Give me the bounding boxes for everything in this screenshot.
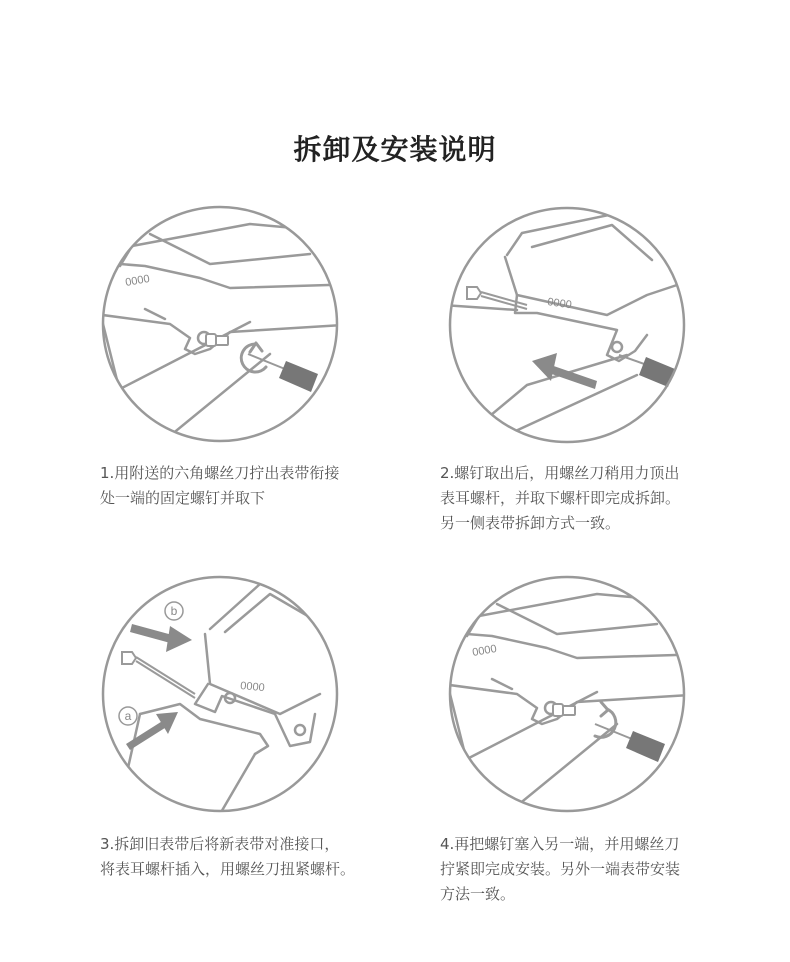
svg-text:a: a	[124, 709, 132, 723]
svg-text:0000: 0000	[124, 272, 151, 289]
step-4-line-3: 方法一致。	[440, 885, 516, 903]
marker-a-badge	[119, 707, 137, 725]
step-3-description	[100, 832, 355, 882]
step-4-line-1: 4.再把螺钉塞入另一端，并用螺丝刀	[440, 835, 680, 853]
page-title: 拆卸及安装说明	[293, 133, 497, 166]
marker-b-badge	[165, 602, 183, 620]
screw-icon	[206, 334, 228, 346]
step-4-illustration	[447, 574, 687, 814]
svg-text:0000: 0000	[471, 642, 498, 659]
step-1-description	[100, 461, 339, 511]
step-2-description	[440, 461, 680, 536]
step-3-line-1: 3.拆卸旧表带后将新表带对准接口，	[100, 835, 340, 853]
screw-icon	[553, 704, 575, 716]
step-4-line-2: 拧紧即完成安装。另外一端表带安装	[440, 860, 681, 878]
step-2-label	[547, 296, 573, 311]
step-2-line-1: 2.螺钉取出后，用螺丝刀稍用力顶出	[440, 464, 680, 482]
svg-text:0000: 0000	[239, 680, 266, 695]
screwdriver-icon	[619, 355, 675, 387]
arrow-b-icon	[130, 624, 192, 652]
step-1-line-2: 处一端的固定螺钉并取下	[100, 489, 266, 507]
step-2-line-3: 另一侧表带拆卸方式一致。	[440, 514, 621, 532]
step-1-line-1: 1.用附送的六角螺丝刀拧出表带衔接	[100, 464, 340, 482]
svg-text:b: b	[170, 604, 178, 618]
step-4-description	[440, 832, 680, 907]
screwdriver-icon	[595, 724, 665, 762]
step-1-illustration	[100, 204, 340, 444]
push-arrow-icon	[532, 353, 597, 389]
step-3-label	[240, 680, 265, 694]
bar-pin-icon	[467, 287, 527, 309]
svg-text:0000: 0000	[546, 296, 573, 312]
step-3-illustration	[100, 574, 340, 814]
bar-pin-icon	[122, 652, 195, 698]
step-3-line-2: 将表耳螺杆插入，用螺丝刀扭紧螺杆。	[100, 860, 356, 878]
step-4-label	[471, 643, 497, 659]
step-2-illustration	[447, 205, 687, 445]
step-1-label	[124, 273, 150, 289]
step-2-line-2: 表耳螺杆，并取下螺杆即完成拆卸。	[440, 489, 681, 507]
